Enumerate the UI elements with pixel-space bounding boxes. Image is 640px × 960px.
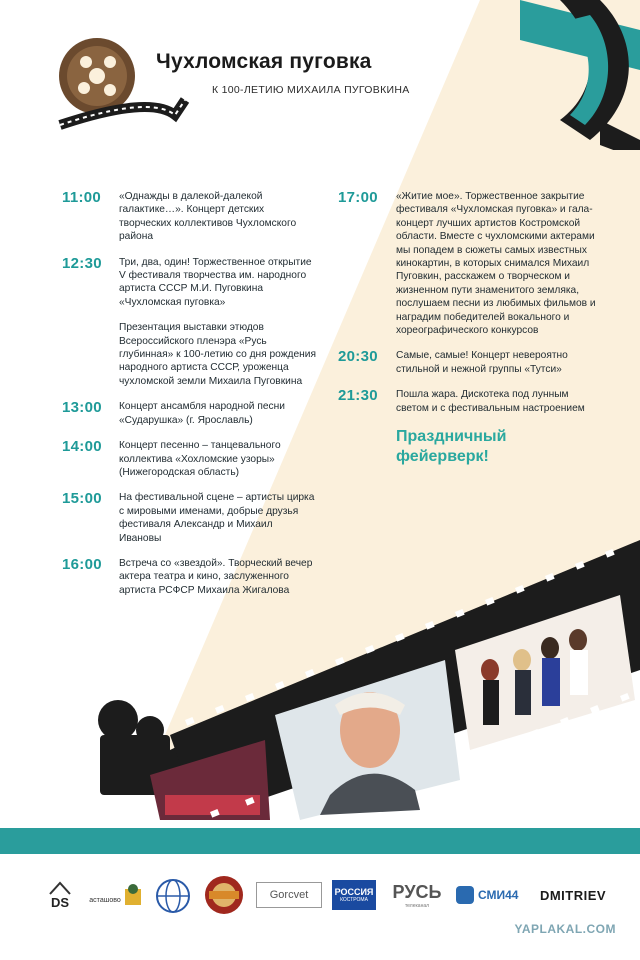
schedule-right-column xyxy=(338,190,598,467)
gorcvet-logo-text: Gorcvet xyxy=(269,889,309,901)
ds-logo xyxy=(42,876,78,914)
festival-subtitle: К 100-ЛЕТИЮ МИХАИЛА ПУГОВКИНА xyxy=(212,84,410,96)
entry-time: 16:00 xyxy=(62,555,102,573)
entry-time: 12:30 xyxy=(62,254,102,272)
entry-description xyxy=(396,349,598,376)
entry-text: Самые, самые! Концерт невероятно стильной и нежной группы «Тутси» xyxy=(396,350,568,375)
festival-title: Чухломская пуговка xyxy=(156,50,372,73)
gorcvet-logo xyxy=(256,882,322,908)
ds-logo-text: DS xyxy=(50,894,70,910)
schedule-entry xyxy=(62,256,317,389)
entry-time: 15:00 xyxy=(62,490,102,508)
entry-text: Три, два, один! Торжественное открытие V фестиваля творчества им. народного артиста СССР М.И. Пуговкина «Чухломская пуговка» xyxy=(119,256,312,308)
rus-logo-text: РУСЬ xyxy=(392,881,442,902)
dmitriev-logo-text: DMITRIEV xyxy=(539,887,607,903)
fireworks-announcement: Праздничный фейерверк! xyxy=(396,428,507,466)
smi44-icon xyxy=(456,886,474,904)
entry-text: На фестивальной сцене – артисты цирка с мировыми именами, добрые друзья фестиваля Александр и Михаил Ивановы xyxy=(119,492,315,544)
entry-description xyxy=(119,439,317,479)
schedule-entry xyxy=(338,349,598,376)
entry-time: 13:00 xyxy=(62,399,102,417)
rossiya-logo-text: РОССИЯ xyxy=(334,887,374,897)
entry-time: 11:00 xyxy=(62,189,102,206)
entry-description xyxy=(119,190,317,244)
sponsor-logos xyxy=(0,872,640,920)
round-badge-logo xyxy=(202,874,246,916)
entry-text: «Житие мое». Торжественное закрытие фестиваля «Чухломская пуговка» и гала-концерт лучших артистов Костромской области. Вместе с чухломскими актерами мы попадем в сюжеты самых известных кинокартин, в которых снимался Михаил Пуговкин, расскажем о творческом и жизненном пути знаменитого земляка, послушаем песни из любимых фильмов и наградим победителей вокального и хореографического конкурсов xyxy=(396,191,596,337)
rossiya-logo-subtext: КОСТРОМА xyxy=(340,897,368,903)
dmitriev-logo xyxy=(538,884,608,906)
bottom-teal-band xyxy=(0,828,640,854)
rus-logo xyxy=(390,878,444,912)
entry-time: 14:00 xyxy=(62,438,102,456)
smi44-logo-text: СМИ44 xyxy=(478,888,519,902)
entry-text: Концерт ансамбля народной песни «Сударушка» (г. Ярославль) xyxy=(119,401,285,426)
astashovo-logo-text: астaшово xyxy=(89,896,121,904)
entry-time: 21:30 xyxy=(338,387,378,405)
entry-text: Концерт песенно – танцевального коллектива «Хохломские узоры» (Нижегородская область) xyxy=(119,440,281,478)
entry-description xyxy=(119,400,317,427)
film-strip-bottom xyxy=(0,520,640,830)
entry-description xyxy=(396,388,598,415)
rus-logo-subtext: телеканал xyxy=(404,902,430,909)
entry-time: 17:00 xyxy=(338,189,378,206)
astashovo-logo xyxy=(86,886,124,914)
entry-time: 20:30 xyxy=(338,348,378,366)
entry-text: Пошла жара. Дискотека под лунным светом и с фестивальным настроением xyxy=(396,389,585,414)
watermark: YAPLAKAL.COM xyxy=(514,922,616,936)
film-strip-top-right xyxy=(520,0,640,150)
emblem-logo xyxy=(122,882,144,908)
schedule-entry xyxy=(62,190,317,244)
entry-description xyxy=(119,256,317,389)
entry-text: «Однажды в далекой-далекой галактике…». Концерт детских творческих коллективов Чухломского района xyxy=(119,191,297,243)
entry-description xyxy=(396,190,598,337)
globe-logo xyxy=(152,876,194,916)
entry-text: Встреча со «звездой». Творческий вечер актера театра и кино, заслуженного артиста РСФСР Михаила Жигалова xyxy=(119,557,313,596)
rossiya-logo xyxy=(332,880,376,910)
schedule-entry xyxy=(338,388,598,415)
schedule-entry xyxy=(62,439,317,479)
schedule-entry xyxy=(62,400,317,427)
header xyxy=(0,0,640,150)
film-reel-icon xyxy=(0,0,640,150)
smi44-logo xyxy=(456,884,526,906)
entry-text: Презентация выставки этюдов Всероссийского пленэра «Русь глубинная» к 100-летию со дня рождения народного артиста СССР, уроженца чухломской земли Михаила Пуговкина xyxy=(119,322,316,387)
schedule-entry xyxy=(338,190,598,337)
